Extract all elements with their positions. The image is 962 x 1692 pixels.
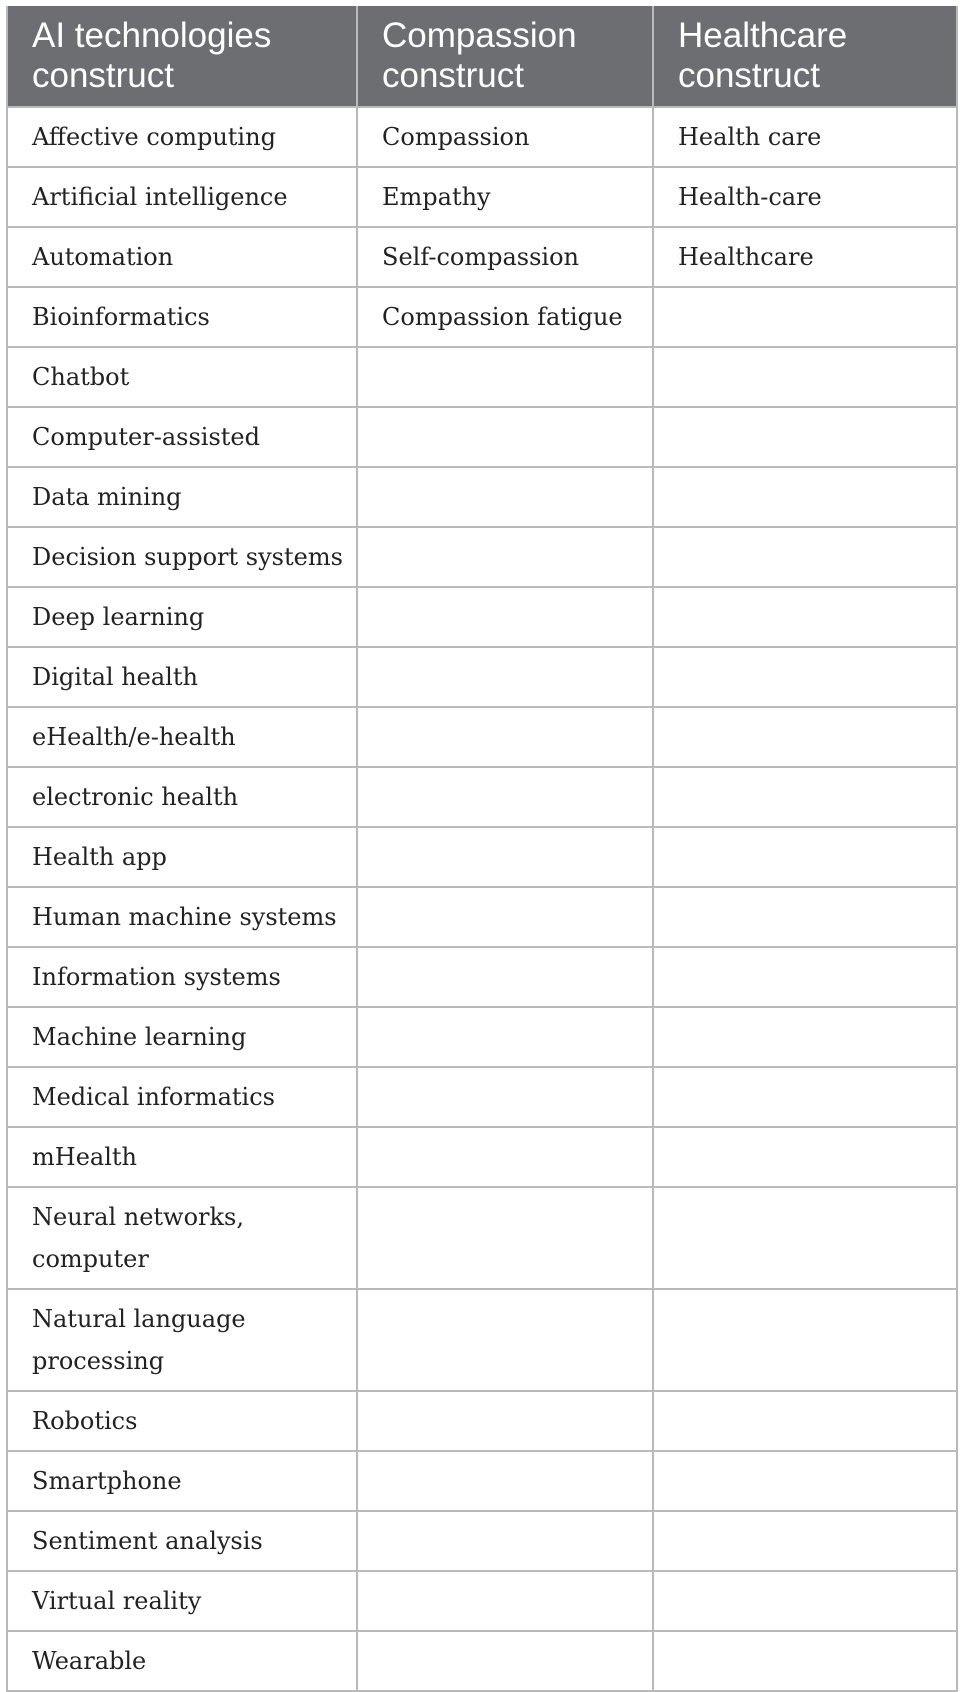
- compassion-cell: [357, 827, 653, 887]
- table-row: [7, 1451, 957, 1511]
- table-body: [7, 107, 957, 1691]
- healthcare-cell: [653, 527, 957, 587]
- healthcare-cell: [653, 467, 957, 527]
- header-row: [7, 6, 957, 107]
- compassion-cell: [357, 407, 653, 467]
- ai-cell: Health app: [7, 827, 357, 887]
- table-row: [7, 1511, 957, 1571]
- compassion-cell: Self-compassion: [357, 227, 653, 287]
- compassion-cell: [357, 1187, 653, 1289]
- table-row: [7, 587, 957, 647]
- healthcare-cell: [653, 1127, 957, 1187]
- healthcare-cell: [653, 1391, 957, 1451]
- table-header: [7, 6, 957, 107]
- table-row: [7, 1187, 957, 1289]
- healthcare-cell: [653, 647, 957, 707]
- healthcare-cell: [653, 1067, 957, 1127]
- compassion-cell: [357, 887, 653, 947]
- compassion-cell: [357, 947, 653, 1007]
- ai-cell: Chatbot: [7, 347, 357, 407]
- healthcare-cell: [653, 1571, 957, 1631]
- ai-cell: Human machine systems: [7, 887, 357, 947]
- healthcare-cell: [653, 707, 957, 767]
- healthcare-cell: [653, 1007, 957, 1067]
- healthcare-cell: [653, 587, 957, 647]
- table-row: [7, 1571, 957, 1631]
- table-row: [7, 887, 957, 947]
- compassion-cell: Compassion fatigue: [357, 287, 653, 347]
- healthcare-cell: [653, 287, 957, 347]
- healthcare-cell: [653, 1187, 957, 1289]
- ai-cell: Sentiment analysis: [7, 1511, 357, 1571]
- compassion-cell: [357, 1067, 653, 1127]
- healthcare-cell: [653, 1631, 957, 1691]
- healthcare-cell: [653, 887, 957, 947]
- table-row: [7, 167, 957, 227]
- compassion-cell: [357, 767, 653, 827]
- compassion-cell: Empathy: [357, 167, 653, 227]
- healthcare-cell: [653, 827, 957, 887]
- ai-cell: Decision support systems: [7, 527, 357, 587]
- table-row: [7, 1391, 957, 1451]
- ai-cell: Medical informatics: [7, 1067, 357, 1127]
- header-compassion: Compassion construct: [357, 6, 653, 107]
- table-row: [7, 107, 957, 167]
- ai-cell: mHealth: [7, 1127, 357, 1187]
- compassion-cell: [357, 1451, 653, 1511]
- ai-cell: Affective computing: [7, 107, 357, 167]
- ai-cell: Neural networks, computer: [7, 1187, 357, 1289]
- constructs-table: [6, 6, 958, 1692]
- ai-cell: Artificial intelligence: [7, 167, 357, 227]
- ai-cell: Information systems: [7, 947, 357, 1007]
- healthcare-cell: Health-care: [653, 167, 957, 227]
- compassion-cell: [357, 1631, 653, 1691]
- healthcare-cell: Healthcare: [653, 227, 957, 287]
- table-row: [7, 347, 957, 407]
- ai-cell: electronic health: [7, 767, 357, 827]
- compassion-cell: [357, 527, 653, 587]
- compassion-cell: [357, 647, 653, 707]
- table-row: [7, 647, 957, 707]
- ai-cell: Smartphone: [7, 1451, 357, 1511]
- healthcare-cell: Health care: [653, 107, 957, 167]
- table-row: [7, 707, 957, 767]
- table-row: [7, 1631, 957, 1691]
- table-row: [7, 1067, 957, 1127]
- ai-cell: Computer-assisted: [7, 407, 357, 467]
- compassion-cell: Compassion: [357, 107, 653, 167]
- healthcare-cell: [653, 1289, 957, 1391]
- healthcare-cell: [653, 767, 957, 827]
- compassion-cell: [357, 1289, 653, 1391]
- ai-cell: Bioinformatics: [7, 287, 357, 347]
- compassion-cell: [357, 1571, 653, 1631]
- ai-cell: Digital health: [7, 647, 357, 707]
- table-row: [7, 527, 957, 587]
- compassion-cell: [357, 1391, 653, 1451]
- healthcare-cell: [653, 347, 957, 407]
- table-row: [7, 287, 957, 347]
- table-row: [7, 827, 957, 887]
- compassion-cell: [357, 1007, 653, 1067]
- table-row: [7, 227, 957, 287]
- header-healthcare: Healthcare construct: [653, 6, 957, 107]
- healthcare-cell: [653, 947, 957, 1007]
- ai-cell: Automation: [7, 227, 357, 287]
- compassion-cell: [357, 347, 653, 407]
- table-row: [7, 767, 957, 827]
- header-ai-technologies: AI technologies construct: [7, 6, 357, 107]
- compassion-cell: [357, 1511, 653, 1571]
- table-row: [7, 407, 957, 467]
- ai-cell: Machine learning: [7, 1007, 357, 1067]
- compassion-cell: [357, 707, 653, 767]
- table-row: [7, 1289, 957, 1391]
- ai-cell: eHealth/e-health: [7, 707, 357, 767]
- compassion-cell: [357, 1127, 653, 1187]
- ai-cell: Deep learning: [7, 587, 357, 647]
- ai-cell: Natural language processing: [7, 1289, 357, 1391]
- table-row: [7, 467, 957, 527]
- compassion-cell: [357, 587, 653, 647]
- ai-cell: Robotics: [7, 1391, 357, 1451]
- table-row: [7, 1007, 957, 1067]
- healthcare-cell: [653, 1511, 957, 1571]
- healthcare-cell: [653, 1451, 957, 1511]
- healthcare-cell: [653, 407, 957, 467]
- ai-cell: Virtual reality: [7, 1571, 357, 1631]
- table-row: [7, 947, 957, 1007]
- ai-cell: Wearable: [7, 1631, 357, 1691]
- ai-cell: Data mining: [7, 467, 357, 527]
- table-row: [7, 1127, 957, 1187]
- compassion-cell: [357, 467, 653, 527]
